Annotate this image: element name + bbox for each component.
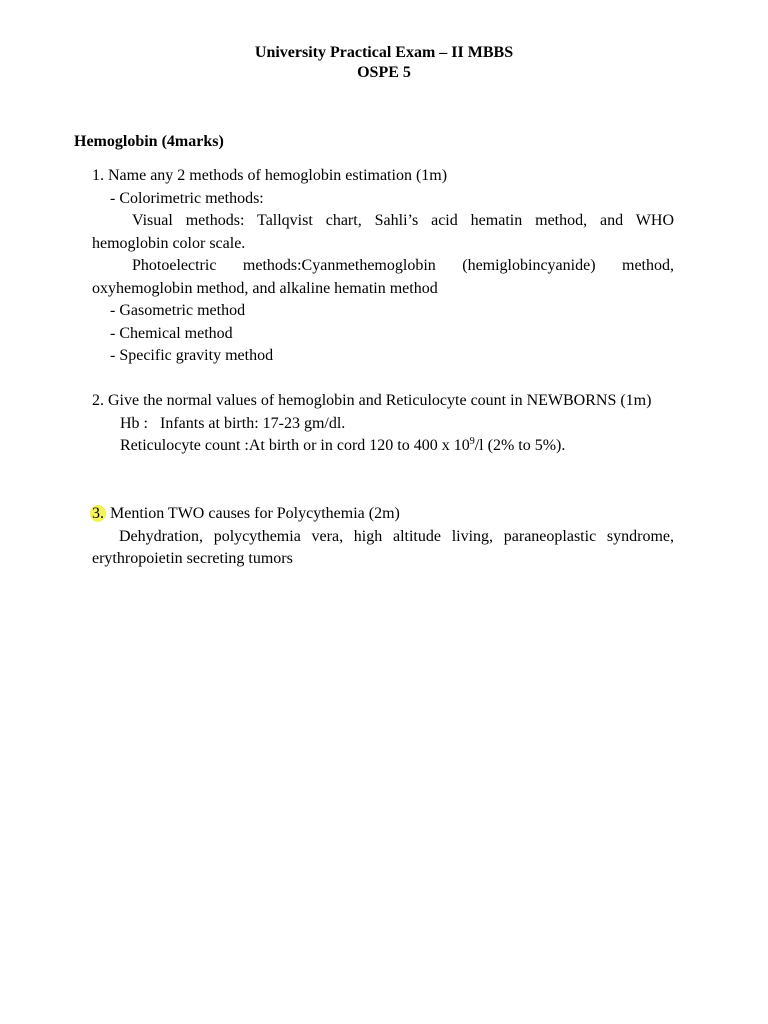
visual-methods-text: Visual methods: Tallqvist chart, Sahli’s acid hematin method, and WHO hemoglobin color scale. <box>92 212 674 252</box>
question-3 <box>92 503 674 571</box>
exam-title: University Practical Exam – II MBBS <box>254 44 514 61</box>
specific-gravity-method-item: - Specific gravity method <box>110 347 274 364</box>
question-1 <box>92 165 674 368</box>
reticulocyte-suffix: /l (2% to 5%). <box>474 437 566 454</box>
hb-value-text: Hb : Infants at birth: 17-23 gm/dl. <box>120 414 346 432</box>
question-3-text: Mention TWO causes for Polycythemia (2m) <box>106 505 400 522</box>
document-header <box>0 43 768 83</box>
question-3-number-highlight: 3. <box>92 505 104 522</box>
question-3-answer: Dehydration, polycythemia vera, high altitude living, paraneoplastic syndrome, erythropoietin secreting tumors <box>92 527 674 567</box>
question-2-text: 2. Give the normal values of hemoglobin and Reticulocyte count in NEWBORNS (1m) <box>92 392 652 409</box>
photoelectric-methods-text: Photoelectric methods:Cyanmethemoglobin (hemiglobincyanide) method, oxyhemoglobin method, and alkaline hematin method <box>92 257 674 297</box>
section-heading: Hemoglobin (4marks) <box>74 133 224 150</box>
chemical-method-item: - Chemical method <box>110 324 233 342</box>
question-1-text: 1. Name any 2 methods of hemoglobin estimation (1m) <box>92 167 448 184</box>
colorimetric-methods-label: - Colorimetric methods: <box>110 189 264 207</box>
reticulocyte-prefix: Reticulocyte count :At birth or in cord 120 to 400 x 10 <box>120 437 470 454</box>
exam-subtitle: OSPE 5 <box>357 64 411 81</box>
reticulocyte-exponent: 9 <box>469 436 475 447</box>
reticulocyte-value-text <box>92 435 674 458</box>
question-3-line <box>92 503 674 526</box>
question-2 <box>92 390 674 458</box>
gasometric-method-item: - Gasometric method <box>110 302 246 319</box>
